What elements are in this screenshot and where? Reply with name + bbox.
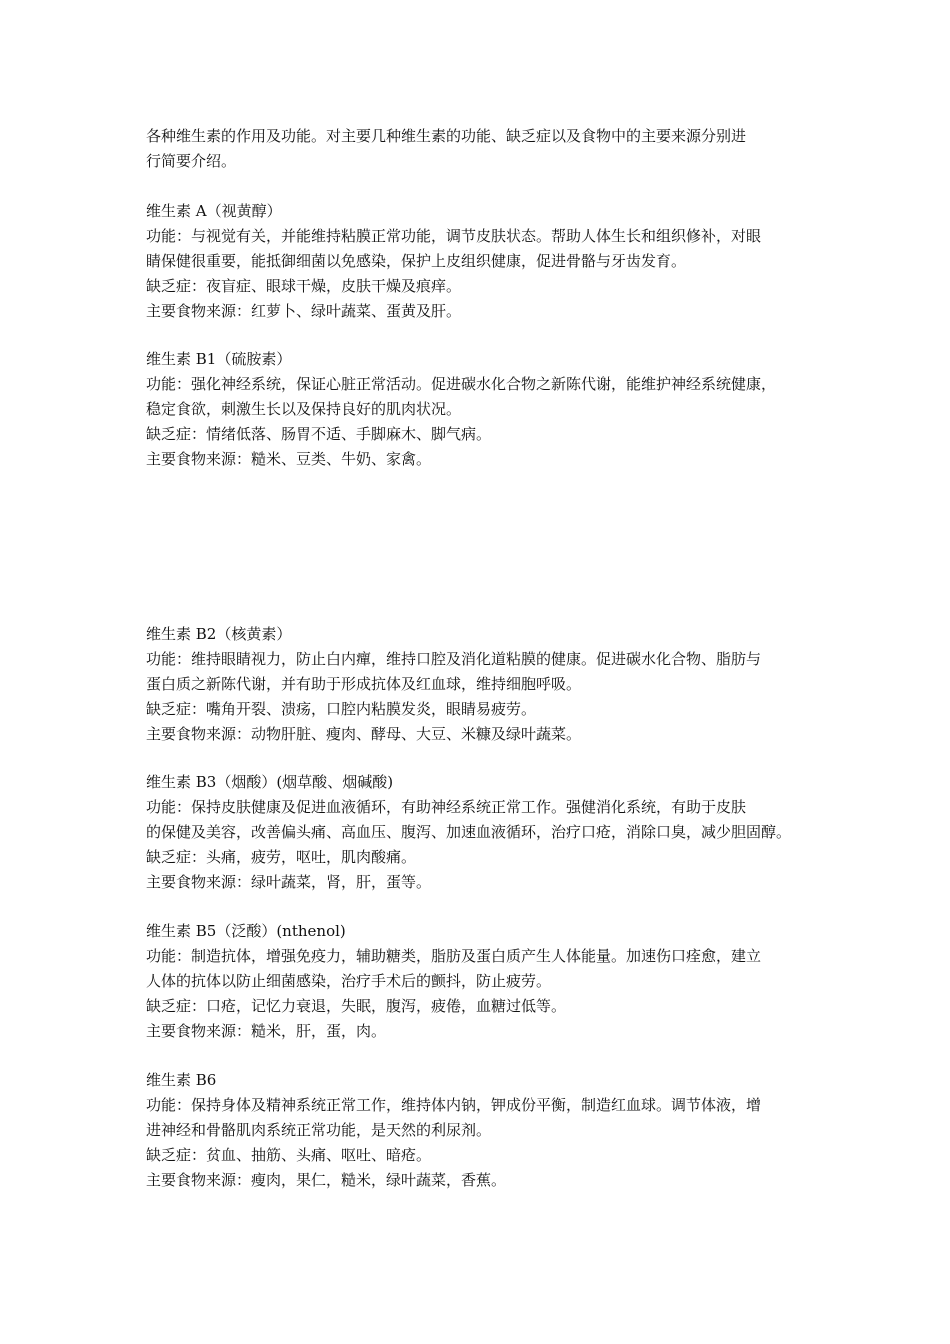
food-source-line: 主要食物来源：糙米、豆类、牛奶、家禽。 [146, 450, 432, 468]
deficiency-line: 缺乏症：夜盲症、眼球干燥，皮肤干燥及痕痒。 [146, 277, 462, 295]
section-title: 维生素 B2（核黄素） [146, 625, 292, 643]
function-line: 功能：保持身体及精神系统正常工作，维持体内钠，钾成份平衡，制造红血球。调节体液，增 [146, 1096, 762, 1114]
section-title: 维生素 A（视黄醇） [146, 202, 282, 220]
function-line: 功能：保持皮肤健康及促进血液循环，有助神经系统正常工作。强健消化系统，有助于皮肤 [146, 798, 747, 816]
food-source-line: 主要食物来源：瘦肉，果仁，糙米，绿叶蔬菜，香蕉。 [146, 1171, 507, 1189]
food-source-line: 主要食物来源：绿叶蔬菜，肾，肝，蛋等。 [146, 873, 432, 891]
function-line: 的保健及美容，改善偏头痛、高血压、腹泻、加速血液循环，治疗口疮，消除口臭，减少胆固醇。 [146, 823, 792, 841]
function-line: 功能：制造抗体，增强免疫力，辅助糖类，脂肪及蛋白质产生人体能量。加速伤口痊愈，建立 [146, 947, 762, 965]
function-line: 蛋白质之新陈代谢，并有助于形成抗体及红血球，维持细胞呼吸。 [146, 675, 582, 693]
section-title: 维生素 B1（硫胺素） [146, 350, 292, 368]
food-source-line: 主要食物来源：糙米，肝，蛋，肉。 [146, 1022, 387, 1040]
deficiency-line: 缺乏症：贫血、抽筋、头痛、呕吐、暗疮。 [146, 1146, 432, 1164]
intro-line: 行简要介绍。 [146, 152, 237, 170]
intro-line: 各种维生素的作用及功能。对主要几种维生素的功能、缺乏症以及食物中的主要来源分别进 [146, 127, 747, 145]
deficiency-line: 缺乏症：头痛，疲劳，呕吐，肌肉酸痛。 [146, 848, 417, 866]
function-line: 进神经和骨骼肌肉系统正常功能，是天然的利尿剂。 [146, 1121, 492, 1139]
section-title: 维生素 B3（烟酸）(烟草酸、烟碱酸) [146, 773, 394, 791]
function-line: 稳定食欲，刺激生长以及保持良好的肌肉状况。 [146, 400, 462, 418]
function-line: 功能：维持眼睛视力，防止白内癉，维持口腔及消化道粘膜的健康。促进碳水化合物、脂肪与 [146, 650, 762, 668]
deficiency-line: 缺乏症：情绪低落、肠胃不适、手脚麻木、脚气病。 [146, 425, 492, 443]
section-vitamin-b1 [146, 347, 826, 472]
intro-paragraph [146, 124, 826, 174]
section-vitamin-b6 [146, 1068, 826, 1193]
section-vitamin-a [146, 199, 826, 324]
food-source-line: 主要食物来源：红萝卜、绿叶蔬菜、蛋黄及肝。 [146, 302, 462, 320]
food-source-line: 主要食物来源：动物肝脏、瘦肉、酵母、大豆、米糠及绿叶蔬菜。 [146, 725, 582, 743]
function-line: 功能：强化神经系统，保证心脏正常活动。促进碳水化合物之新陈代谢，能维护神经系统健康， [146, 375, 777, 393]
section-vitamin-b2 [146, 622, 826, 747]
section-title: 维生素 B6 [146, 1071, 217, 1089]
section-vitamin-b3 [146, 770, 826, 895]
function-line: 睛保健很重要，能抵御细菌以免感染，保护上皮组织健康，促进骨骼与牙齿发育。 [146, 252, 687, 270]
section-vitamin-b5 [146, 919, 826, 1044]
deficiency-line: 缺乏症：嘴角开裂、溃疡，口腔内粘膜发炎，眼睛易疲劳。 [146, 700, 537, 718]
section-title: 维生素 B5（泛酸）(nthenol) [146, 922, 346, 940]
function-line: 功能：与视觉有关，并能维持粘膜正常功能，调节皮肤状态。帮助人体生长和组织修补，对眼 [146, 227, 762, 245]
function-line: 人体的抗体以防止细菌感染，治疗手术后的颤抖，防止疲劳。 [146, 972, 552, 990]
deficiency-line: 缺乏症：口疮，记忆力衰退，失眠，腹泻，疲倦，血糖过低等。 [146, 997, 567, 1015]
